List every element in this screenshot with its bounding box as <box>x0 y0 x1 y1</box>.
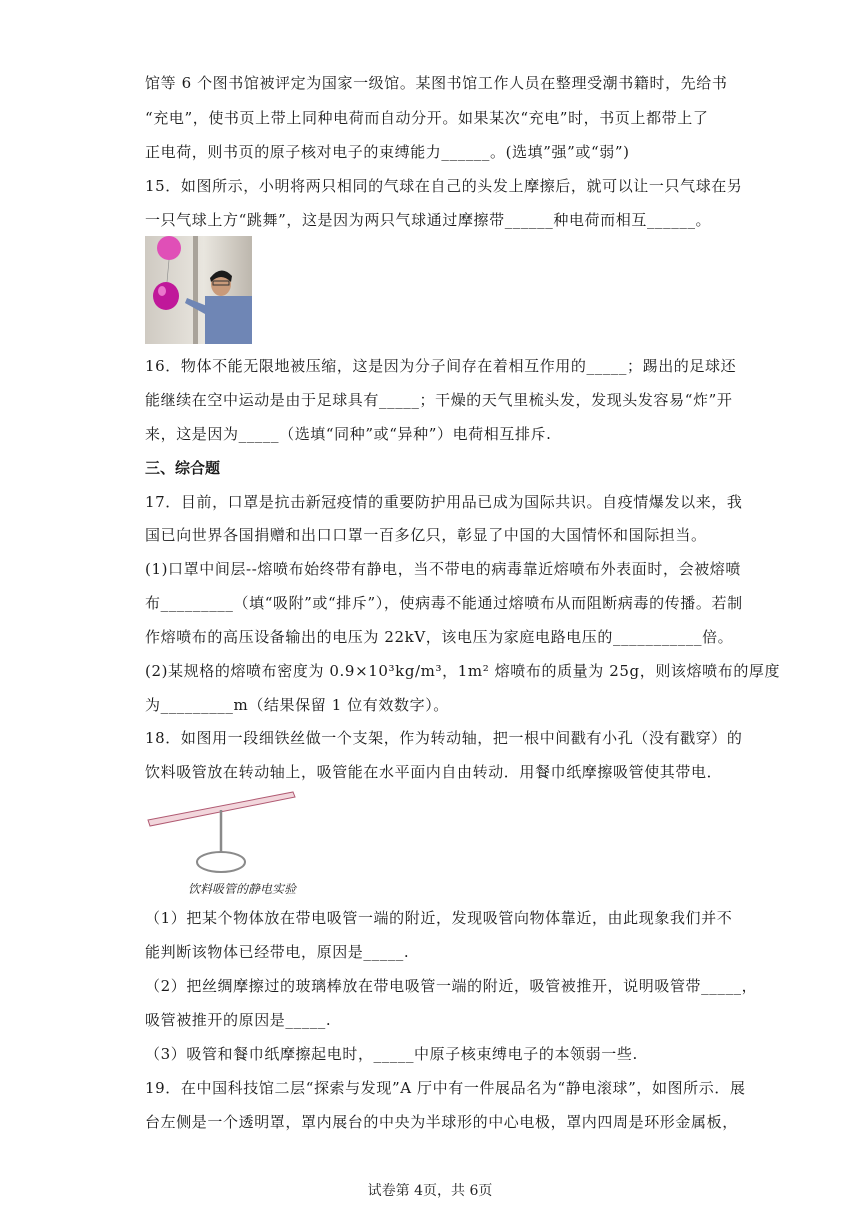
question-16: 16．物体不能无限地被压缩，这是因为分子间存在着相互作用的_____；踢出的足球还 <box>145 357 737 375</box>
text-line: (1)口罩中间层--熔喷布始终带有静电，当不带电的病毒靠近熔喷布外表面时，会被熔喷 <box>145 560 741 578</box>
text-line: 国已向世界各国捐赠和出口口罩一百多亿只，彰显了中国的大国情怀和国际担当。 <box>145 526 707 544</box>
question-15: 15．如图所示，小明将两只相同的气球在自己的头发上摩擦后，就可以让一只气球在另 <box>145 177 743 195</box>
question-19: 19．在中国科技馆二层“探索与发现”A 厅中有一件展品名为“静电滚球”，如图所示．展 <box>145 1079 746 1097</box>
question-17: 17．目前，口罩是抗击新冠疫情的重要防护用品已成为国际共识。自疫情爆发以来，我 <box>145 493 743 511</box>
text-line: 一只气球上方“跳舞”，这是因为两只气球通过摩擦带______种电荷而相互______。 <box>145 211 712 229</box>
text-line: “充电”，使书页上带上同种电荷而自动分开。如果某次“充电”时，书页上都带上了 <box>145 109 709 127</box>
text-line: （1）把某个物体放在带电吸管一端的附近，发现吸管向物体靠近，由此现象我们并不 <box>145 909 733 927</box>
text-line: 正电荷，则书页的原子核对电子的束缚能力______。(选填”强”或“弱”) <box>145 143 630 161</box>
text-line: 能继续在空中运动是由于足球具有_____；干燥的天气里梳头发，发现头发容易“炸”开 <box>145 391 733 409</box>
page-footer: 试卷第 4页，共 6页 <box>367 1183 493 1199</box>
text-line: 吸管被推开的原因是_____. <box>145 1011 332 1029</box>
text-line: 饮料吸管放在转动轴上，吸管能在水平面内自由转动．用餐巾纸摩擦吸管使其带电． <box>145 763 723 781</box>
text-line: 布_________（填“吸附”或“排斥”），使病毒不能通过熔喷布从而阻断病毒的传播。若制 <box>145 594 743 612</box>
text-line: 来，这是因为_____（选填“同种”或“异种”）电荷相互排斥. <box>145 425 552 443</box>
text-line: 台左侧是一个透明罩，罩内展台的中央为半球形的中心电极，罩内四周是环形金属板， <box>145 1113 738 1131</box>
text-line: （3）吸管和餐巾纸摩擦起电时，_____中原子核束缚电子的本领弱一些. <box>145 1045 638 1063</box>
text-line: 为_________m（结果保留 1 位有效数字）。 <box>145 696 449 714</box>
section-title: 三、综合题 <box>145 459 221 477</box>
text-line: 馆等 6 个图书馆被评定为国家一级馆。某图书馆工作人员在整理受潮书籍时，先给书 <box>145 74 728 92</box>
figure-caption: 饮料吸管的静电实验 <box>188 882 297 896</box>
question-18: 18．如图用一段细铁丝做一个支架，作为转动轴，把一根中间戳有小孔（没有戳穿）的 <box>145 729 743 747</box>
balloon-photo <box>145 236 252 344</box>
text-line: 能判断该物体已经带电，原因是_____. <box>145 943 410 961</box>
text-line: (2)某规格的熔喷布密度为 0.9×10³kg/m³，1m² 熔喷布的质量为 25g，则该熔喷布的厚度 <box>145 662 781 680</box>
text-line: （2）把丝绸摩擦过的玻璃棒放在带电吸管一端的附近，吸管被推开，说明吸管带_____， <box>145 977 758 995</box>
text-line: 作熔喷布的高压设备输出的电压为 22kV，该电压为家庭电路电压的___________倍。 <box>145 628 734 646</box>
